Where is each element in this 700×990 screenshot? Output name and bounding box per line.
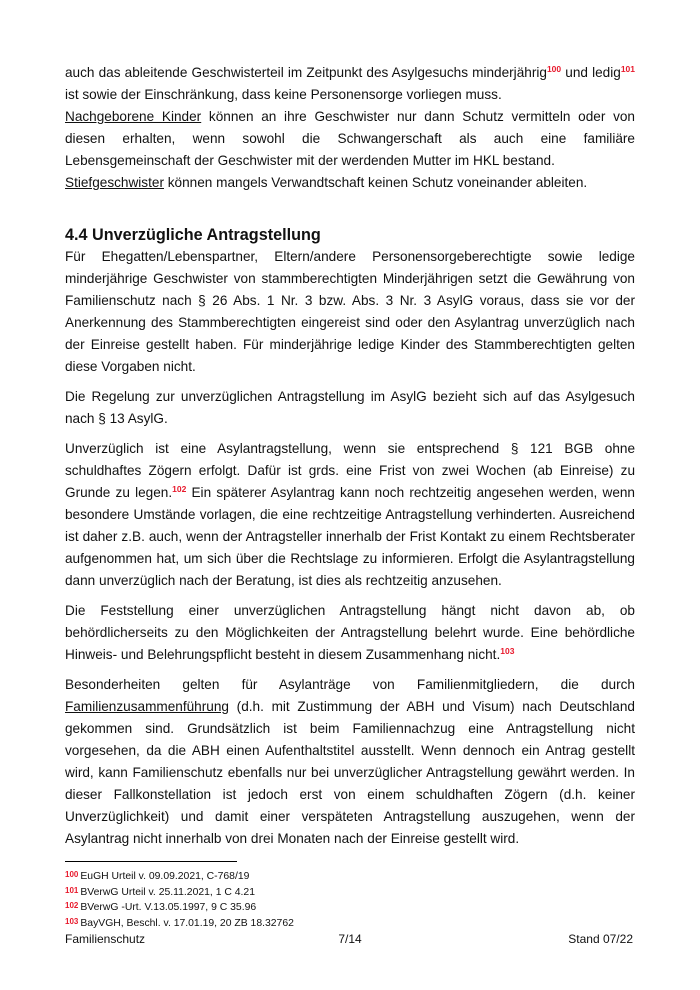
paragraph: Unverzüglich ist eine Asylantragstellung, wenn sie entsprechend § 121 BGB ohne schuldhaftes Zögern erfolgt. Dafür ist grds. eine Frist von zwei Wochen (ab Einreise) zu Grunde zu legen.$^{102}$ Ein späterer Asylantrag kann noch rechtzeitig angesehen werden, wenn besondere Umstände vorlagen, die eine rechtzeitige Antragstellung verhinderten. Ausreichend ist daher z.B. auch, wenn der Antragsteller innerhalb der Frist Kontakt zu einem Rechtsberater aufgenommen hat, um sich über die Rechtslage zu informieren. Erfolgt die Asylantragstellung dann unverzüglich nach der Beratung, ist dies als rechtzeitig anzusehen. <box>65 441 635 588</box>
paragraph: Stiefgeschwister können mangels Verwandtschaft keinen Schutz voneinander ableiten. <box>65 175 588 190</box>
footnotes <box>65 868 294 930</box>
footnote: 102 BVerwG -Urt. V.13.05.1997, 9 C 35.96 <box>65 901 257 913</box>
footnote-divider <box>65 861 237 862</box>
underlined-term: Stiefgeschwister <box>65 175 164 190</box>
paragraph: Nachgeborene Kinder können an ihre Geschwister nur dann Schutz vermitteln oder von diesen erhalten, wenn sowohl die Schwangerschaft als auch eine familiäre Lebensgemeinschaft der Geschwister mit der werdenden Mutter im HKL bestand. <box>65 109 635 168</box>
paragraph: auch das ableitende Geschwisterteil im Zeitpunkt des Asylgesuchs minderjährig$^{100}$ und ledig$^{101}$ ist sowie der Einschränkung, dass keine Personensorge vorliegen muss. <box>65 64 635 102</box>
paragraph: Für Ehegatten/Lebenspartner, Eltern/andere Personensorgeberechtigte sowie ledige minderjährige Geschwister von stammberechtigten Minderjährigen setzt die Gewährung von Familienschutz nach § 26 Abs. 1 Nr. 3 bzw. Abs. 3 Nr. 3 AsylG voraus, dass sie vor der Anerkennung des Stammberechtigten eingereist sind oder den Asylantrag unverzüglich nach der Einreise gestellt haben. Für minderjährige ledige Kinder des Stammberechtigten gelten diese Vorgaben nicht. <box>65 249 635 374</box>
paragraph: Die Regelung zur unverzüglichen Antragstellung im AsylG bezieht sich auf das Asylgesuch nach § 13 AsylG. <box>65 389 635 426</box>
footnote: 103 BayVGH, Beschl. v. 17.01.19, 20 ZB 18.32762 <box>65 916 294 929</box>
footer-status: Stand 07/22 <box>568 932 633 946</box>
footnote: 100 EuGH Urteil v. 09.09.2021, C-768/19 <box>65 870 250 882</box>
footer-title: Familienschutz <box>65 932 146 946</box>
page-footer <box>65 932 635 948</box>
footnote: 101 BVerwG Urteil v. 25.11.2021, 1 C 4.21 <box>65 885 255 898</box>
page-number: 7/14 <box>338 932 362 946</box>
paragraph: Die Feststellung einer unverzüglichen Antragstellung hängt nicht davon ab, ob behördlicherseits zu den Möglichkeiten der Antragstellung belehrt wurde. Eine behördliche Hinweis- und Belehrungspflicht besteht in diesem Zusammenhang nicht.$^{103}$ <box>65 603 635 662</box>
footnote-ref[interactable]: 100 <box>546 64 562 74</box>
section-heading: 4.4 Unverzügliche Antragstellung <box>65 226 321 244</box>
underlined-term: Familienzusammenführung <box>65 699 229 714</box>
footnote-ref[interactable]: 102 <box>172 484 187 494</box>
footnote-ref[interactable]: 101 <box>620 64 635 74</box>
document-body <box>65 62 635 850</box>
footnote-ref[interactable]: 103 <box>500 646 515 656</box>
underlined-term: Nachgeborene Kinder <box>65 109 202 124</box>
paragraph: Besonderheiten gelten für Asylanträge von Familienmitgliedern, die durch Familienzusammenführung (d.h. mit Zustimmung der ABH und Visum) nach Deutschland gekommen sind. Grundsätzlich ist beim Familiennachzug eine Antragstellung nicht vorgesehen, da die ABH einen Aufenthaltstitel ausstellt. Wenn dennoch ein Antrag gestellt wird, kann Familienschutz ebenfalls nur bei unverzüglicher Antragstellung gewährt werden. In dieser Fallkonstellation ist jedoch erst von einem schuldhaften Zögern (d.h. keiner Unverzüglichkeit) und damit einer verspäteten Antragstellung auszugehen, wenn der Asylantrag nicht innerhalb von drei Monaten nach der Einreise gestellt wird. <box>65 677 635 846</box>
